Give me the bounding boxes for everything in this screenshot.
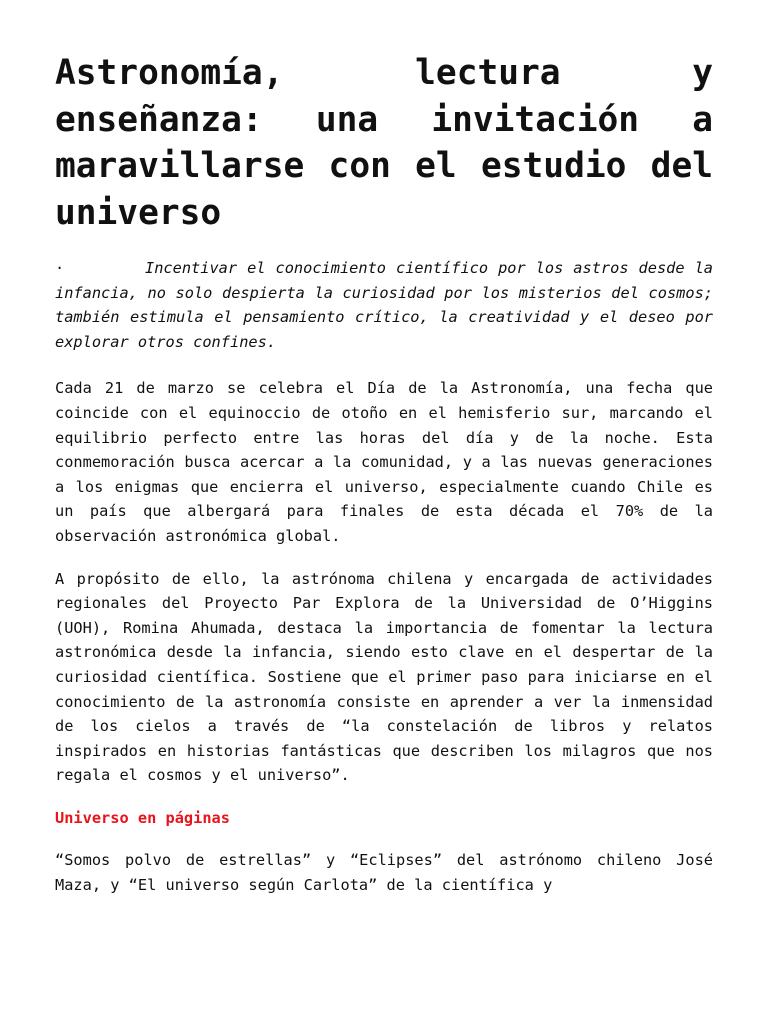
article-title: Astronomía, lectura y enseñanza: una invitación a maravillarse con el estudio del universo (55, 53, 713, 233)
paragraph-1: Cada 21 de marzo se celebra el Día de la Astronomía, una fecha que coincide con el equinoccio de otoño en el hemisferio sur, marcando el equilibrio perfecto entre las horas del día y de la noche. Esta conmemoración busca acercar a la comunidad, y a las nuevas generaciones a los enigmas que encierra el universo, especialmente cuando Chile es un país que albergará para finales de esta década el 70% de la observación astronómica global. (55, 379, 713, 545)
paragraph-3: “Somos polvo de estrellas” y “Eclipses” del astrónomo chileno José Maza, y “El universo según Carlota” de la científica y (55, 851, 713, 895)
paragraph-2: A propósito de ello, la astrónoma chilena y encargada de actividades regionales del Proyecto Par Explora de la Universidad de O’Higgins (UOH), Romina Ahumada, destaca la importancia de fomentar la lectura astronómica desde la infancia, siendo esto clave en el despertar de la curiosidad científica. Sostiene que el primer paso para iniciarse en el conocimiento de la astronomía consiste en aprender a ver la inmensidad de los cielos a través de “la constelación de libros y relatos inspirados en historias fantásticas que describen los milagros que nos regala el cosmos y el universo”. (55, 569, 713, 785)
document-page (55, 50, 713, 916)
section-subheading: Universo en páginas (55, 808, 230, 827)
lead-bullet: · (55, 259, 65, 277)
lead-text: Incentivar el conocimiento científico por los astros desde la infancia, no solo despierta la curiosidad por los misterios del cosmos; también estimula el pensamiento crítico, la creatividad y el deseo por explorar otros confines. (55, 259, 713, 351)
article-lead (55, 256, 713, 354)
